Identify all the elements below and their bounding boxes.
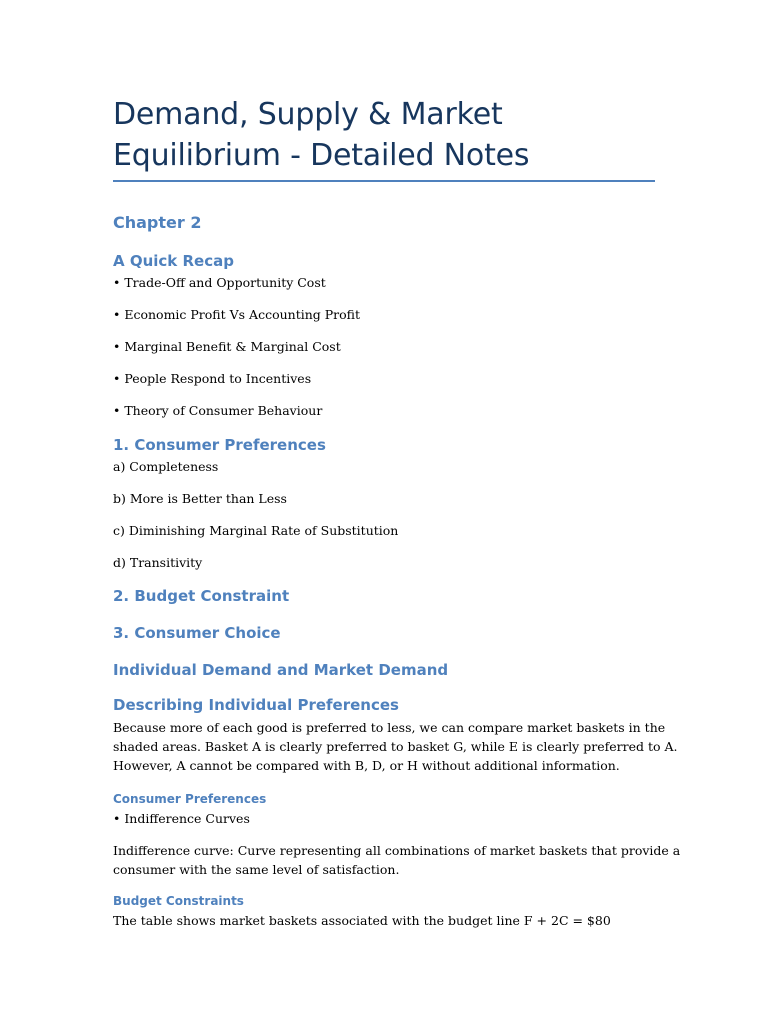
document-title: Demand, Supply & Market Equilibrium - Detailed Notes xyxy=(113,97,530,173)
consumer-choice-heading: 3. Consumer Choice xyxy=(113,624,281,642)
recap-item: • People Respond to Incentives xyxy=(113,371,312,386)
budget-constraint-heading: 2. Budget Constraint xyxy=(113,587,290,605)
indifference-curves-item: • Indifference Curves xyxy=(113,811,250,826)
chapter-heading: Chapter 2 xyxy=(113,213,202,232)
definition-line: Indifference curve: Curve representing all combinations of market baskets that provide a xyxy=(113,843,681,858)
consumer-preferences-subheading: Consumer Preferences xyxy=(113,792,267,806)
paragraph-line: Because more of each good is preferred to less, we can compare market baskets in the xyxy=(113,720,666,735)
recap-item: • Trade-Off and Opportunity Cost xyxy=(113,275,326,290)
preference-item: d) Transitivity xyxy=(113,555,203,570)
title-divider xyxy=(113,180,655,182)
recap-item: • Marginal Benefit & Marginal Cost xyxy=(113,339,341,354)
preference-item: b) More is Better than Less xyxy=(113,491,287,506)
budget-constraints-subheading: Budget Constraints xyxy=(113,894,244,908)
preference-item: c) Diminishing Marginal Rate of Substitution xyxy=(113,523,399,538)
definition-line: consumer with the same level of satisfaction. xyxy=(113,862,400,877)
budget-line-text: The table shows market baskets associated with the budget line F + 2C = $80 xyxy=(113,913,611,928)
recap-item: • Theory of Consumer Behaviour xyxy=(113,403,323,418)
paragraph-line: However, A cannot be compared with B, D, or H without additional information. xyxy=(113,758,620,773)
recap-item: • Economic Profit Vs Accounting Profit xyxy=(113,307,361,322)
recap-heading: A Quick Recap xyxy=(113,252,234,270)
paragraph-line: shaded areas. Basket A is clearly preferred to basket G, while E is clearly preferred to A. xyxy=(113,739,678,754)
consumer-preferences-heading: 1. Consumer Preferences xyxy=(113,436,326,454)
individual-market-demand-heading: Individual Demand and Market Demand xyxy=(113,661,449,679)
describing-preferences-heading: Describing Individual Preferences xyxy=(113,696,399,714)
preference-item: a) Completeness xyxy=(113,459,219,474)
